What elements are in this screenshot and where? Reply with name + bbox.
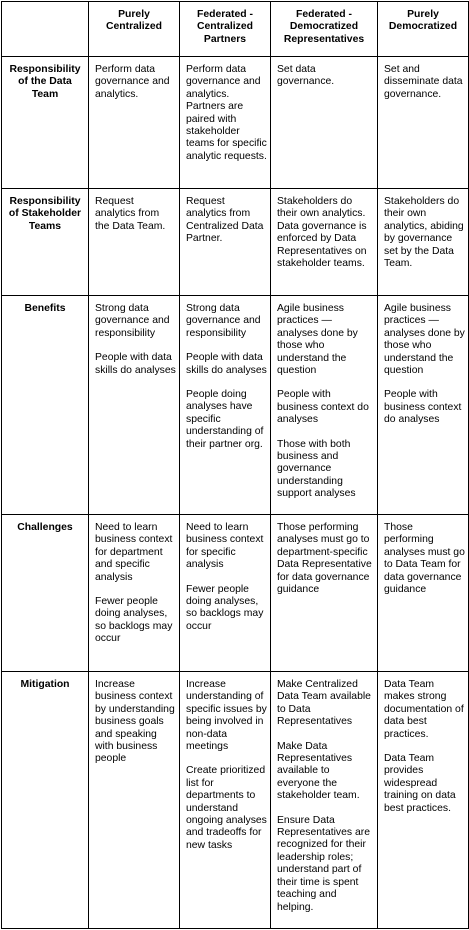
table-cell	[271, 515, 378, 672]
column-header-federated-centralized-partners: Federated - Centralized Partners	[180, 2, 271, 57]
row-header: Responsibility of the Data Team	[2, 57, 89, 189]
cell-text: Fewer people doing analyses, so backlogs may occur	[95, 596, 173, 645]
cell-text: People with business context do analyses	[277, 389, 369, 426]
table-cell	[271, 672, 378, 929]
cell-text: Agile business practices — analyses done by those who understand the question	[384, 303, 465, 377]
header-row	[2, 2, 469, 57]
table-cell	[378, 189, 469, 296]
corner-cell	[2, 2, 89, 57]
cell-text: Those with both business and governance understanding support analyses	[277, 438, 356, 500]
cell-text: Request analytics from Centralized Data Partner.	[186, 196, 264, 245]
cell-text: Make Data Representatives available to everyone the stakeholder team.	[277, 740, 360, 802]
cell-text: Need to learn business context for department and specific analysis	[95, 522, 173, 583]
row-header: Responsibility of Stakeholder Teams	[2, 189, 89, 296]
table-cell	[89, 672, 180, 929]
table-cell	[180, 672, 271, 929]
cell-text: People doing analyses have specific understanding of their partner org.	[186, 389, 264, 450]
cell-text: Set and disseminate data governance.	[384, 64, 463, 100]
table-cell	[378, 672, 469, 929]
table-row	[2, 189, 469, 296]
cell-text: Strong data governance and responsibility	[186, 303, 261, 339]
cell-text: Agile business practices — analyses done by those who understand the question	[277, 303, 358, 377]
table-cell	[180, 189, 271, 296]
cell-text: Perform data governance and analytics. Partners are paired with stakeholder teams for specific analytic requests.	[186, 64, 267, 162]
table-cell	[89, 296, 180, 515]
table-cell	[180, 296, 271, 515]
column-header-purely-centralized: Purely Centralized	[89, 2, 180, 57]
cell-text: Make Centralized Data Team available to Data Representatives	[277, 679, 371, 728]
table-cell	[271, 296, 378, 515]
table-cell	[89, 515, 180, 672]
table-row	[2, 296, 469, 515]
cell-text: Set data governance.	[277, 64, 335, 88]
row-header: Benefits	[2, 296, 89, 515]
cell-text: Request analytics from the Data Team.	[95, 196, 166, 232]
cell-text: Data Team provides widespread training on data best practices.	[384, 753, 456, 814]
table-cell	[378, 57, 469, 189]
cell-text: Create prioritized list for departments to understand ongoing analyses and tradeoffs for new tasks	[186, 765, 267, 851]
cell-text: Ensure Data Representatives are recognized for their leadership roles; understand part of their time is spent teaching and helping.	[277, 814, 370, 913]
cell-text: Stakeholders do their own analytics, abiding by governance set by the Data Team.	[384, 196, 464, 270]
comparison-table	[1, 1, 469, 929]
column-header-purely-democratized: Purely Democratized	[378, 2, 469, 57]
cell-text: Stakeholders do their own analytics. Data governance is enforced by Data Representatives on stakeholder teams.	[277, 196, 367, 270]
cell-text: Perform data governance and analytics.	[95, 64, 170, 100]
table-cell	[378, 515, 469, 672]
cell-text: Fewer people doing analyses, so backlogs may occur	[186, 583, 264, 632]
table-cell	[89, 189, 180, 296]
row-header: Challenges	[2, 515, 89, 672]
cell-text: People with business context do analyses	[384, 389, 462, 426]
table-cell	[378, 296, 469, 515]
table-row	[2, 672, 469, 929]
table-cell	[180, 57, 271, 189]
cell-text: People with data skills do analyses	[186, 352, 267, 376]
cell-text: Strong data governance and responsibility	[95, 303, 170, 339]
table-cell	[89, 57, 180, 189]
table-row	[2, 57, 469, 189]
row-header: Mitigation	[2, 672, 89, 929]
table-cell	[271, 57, 378, 189]
cell-text: Need to learn business context for specific analysis	[186, 522, 264, 571]
cell-text: Increase business context by understanding business goals and speaking with business people	[95, 679, 175, 765]
cell-text: Increase understanding of specific issues by being involved in non-data meetings	[186, 679, 267, 753]
cell-text: Data Team makes strong documentation of data best practices.	[384, 679, 464, 740]
column-header-federated-democratized-representatives: Federated - Democratized Representatives	[271, 2, 378, 57]
table-cell	[180, 515, 271, 672]
table-cell	[271, 189, 378, 296]
cell-text: People with data skills do analyses	[95, 352, 176, 376]
table-row	[2, 515, 469, 672]
cell-text: Those performing analyses must go to Data Team for data governance guidance	[384, 522, 465, 596]
cell-text: Those performing analyses must go to department-specific Data Representative for data governance guidance	[277, 522, 372, 596]
